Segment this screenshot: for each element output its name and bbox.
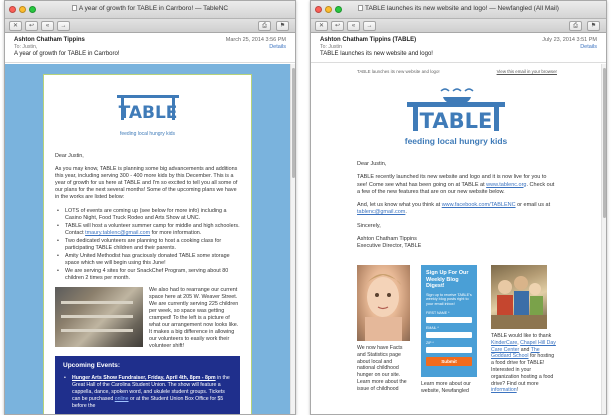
sender-name: Ashton Chatham Tippins xyxy=(14,37,85,43)
zip-label: ZIP * xyxy=(426,340,434,345)
paragraph-website xyxy=(357,174,557,196)
zip-field[interactable] xyxy=(426,347,472,353)
details-link[interactable]: Details xyxy=(580,44,597,50)
greeting: Dear Justin, xyxy=(55,153,84,159)
forward-icon[interactable]: → xyxy=(57,21,70,31)
reply-all-icon[interactable]: « xyxy=(41,21,54,31)
print-icon[interactable]: ⎙ xyxy=(569,21,582,31)
window-titlebar[interactable] xyxy=(311,1,606,19)
message-header xyxy=(5,33,295,63)
logo-wordmark: TABLE xyxy=(419,109,493,132)
event-text: in the Great Hall of the Carolina Student Union. The show will feature a cappella, dance, spoken word, and ukulele student groups. Tickets can be purchased xyxy=(72,375,230,403)
signup-column xyxy=(421,265,477,395)
list-item-text: TABLE will host a volunteer summer camp for middle and high schoolers. Contact xyxy=(65,222,240,236)
submit-button[interactable]: Submit xyxy=(426,357,472,366)
signature-name: Ashton Chatham Tippins xyxy=(357,236,417,243)
greeting: Dear Justin, xyxy=(357,161,387,167)
recipient-line: To: Justin, xyxy=(14,44,38,50)
signature-title: Executive Director, TABLE xyxy=(357,243,422,250)
paragraph-text: or email us at xyxy=(515,202,551,209)
facts-text: We now have Facts and Statistics page about local and national childhood hunger on our site. Learn more about the issue of childhood xyxy=(357,345,407,392)
goddard-school-link[interactable]: The Goddard School xyxy=(491,346,540,360)
email-field[interactable] xyxy=(426,332,472,338)
signup-title: Sign Up For Our Weekly Blog Digest! xyxy=(426,270,469,289)
list-item: • Two dedicated volunteers are planning to host a cooking class for participating TABLE children and their parents. xyxy=(55,238,240,252)
paragraph-text: . xyxy=(405,209,407,216)
forward-icon[interactable]: → xyxy=(363,21,376,31)
message-header xyxy=(311,33,606,63)
window-titlebar[interactable] xyxy=(5,1,295,19)
events-title: Upcoming Events: xyxy=(63,362,121,370)
message-toolbar xyxy=(5,19,295,33)
message-subject: A year of growth for TABLE in Carrboro! xyxy=(14,51,120,57)
text: ! xyxy=(516,387,519,394)
doc-icon xyxy=(358,5,363,11)
message-date: July 23, 2014 3:51 PM xyxy=(542,37,597,43)
first-name-field[interactable] xyxy=(426,317,472,323)
flag-icon[interactable]: ⚑ xyxy=(587,21,600,31)
recipient-line: To: Justin xyxy=(320,44,342,50)
reply-icon[interactable]: ↩ xyxy=(331,21,344,31)
flag-icon[interactable]: ⚑ xyxy=(276,21,289,31)
signup-description: Sign up to receive TABLE's weekly blog posts right to your email inbox! xyxy=(426,292,472,307)
email-link[interactable]: tablenc@gmail.com xyxy=(357,209,406,216)
intro-paragraph: As you may know, TABLE is planning some big advancements and additions this year, including serving 300 - 400 more kids by this December. This is a year of growth for us here at TABLE and I'm so excited to tell you all some of our plans for the next several months! Some of the upcoming plans we have in the works are listed below: xyxy=(55,166,238,201)
event-item xyxy=(63,375,232,410)
scroll-thumb[interactable] xyxy=(292,68,295,178)
message-subject: TABLE launches its new website and logo! xyxy=(320,51,433,57)
food-drive-photo xyxy=(491,265,547,329)
paragraph-text: . Check out a few of the new features that are on our new website below. xyxy=(357,181,555,195)
feature-columns xyxy=(357,265,557,414)
message-toolbar xyxy=(311,19,606,33)
facebook-link[interactable]: www.facebook.com/TABLENC xyxy=(441,202,516,209)
more-information-link[interactable]: information xyxy=(491,387,517,394)
paragraph-text: TABLE recently launched its new website and logo and it is now live for you to see! Come see what has been going on at TABLE at xyxy=(357,174,547,188)
logo-tagline: feeding local hungry kids xyxy=(119,131,176,137)
list-item: • LOTS of events are coming up (see below for more info) including a Casino Night, Food Truck Rodeo and Arts Show at UNC. xyxy=(55,208,240,222)
paragraph-text: And, let us know what you think at xyxy=(357,202,442,209)
scrollbar[interactable] xyxy=(290,64,295,414)
event-text-tail: or at the Student Union Box Office for $5 before the xyxy=(72,396,224,410)
food-drive-column xyxy=(491,265,557,394)
kindercare-link[interactable]: KinderCare xyxy=(491,339,518,346)
paragraph-feedback xyxy=(357,202,557,217)
scrollbar[interactable] xyxy=(601,64,606,414)
doc-icon xyxy=(72,5,77,11)
logo-wordmark: TABLE xyxy=(118,103,177,123)
scroll-thumb[interactable] xyxy=(603,68,606,218)
message-body xyxy=(5,64,290,414)
chapel-hill-day-care-link[interactable]: Chapel Hill Day Care Center xyxy=(491,339,556,353)
table-logo xyxy=(55,88,240,137)
reply-icon[interactable]: ↩ xyxy=(25,21,38,31)
list-item-text: for more information. xyxy=(150,229,202,236)
text: for hosting a food drive for TABLE! Interested in your organization hosting a food drive? Find out more xyxy=(491,353,555,387)
website-link[interactable]: www.tablenc.org xyxy=(486,181,527,188)
first-name-label: FIRST NAME * xyxy=(426,310,450,315)
website-info-text: Learn more about our website, Newfangled xyxy=(421,381,471,394)
preheader-text: TABLE launches its new website and logo! xyxy=(357,69,440,74)
table-logo-graphic xyxy=(115,88,181,128)
reply-all-icon[interactable]: « xyxy=(347,21,360,31)
facts-column xyxy=(357,265,410,393)
list-item: • We are serving 4 sites for our SnackChef Program, serving about 80 children 2 times per month. xyxy=(55,268,240,282)
print-icon[interactable]: ⎙ xyxy=(258,21,271,31)
sender-name: Ashton Chatham Tippins (TABLE) xyxy=(320,37,417,43)
sign-off: Sincerely, xyxy=(357,222,381,229)
view-in-browser-link[interactable]: View this email in your browser xyxy=(496,69,557,74)
storage-paragraph: We also had to rearrange our current space here at 205 W. Weaver Street. We are currently serving 225 children per week, so space was getting cramped! To the left is a picture of what our arrangement now looks like. It makes a big difference in allowing our volunteers to easily work their volunteer shift! xyxy=(149,286,239,350)
list-item: • Amity United Methodist has graciously donated TABLE some storage space which we will begin using this June! xyxy=(55,253,240,267)
table-logo-graphic xyxy=(401,86,511,132)
online-link[interactable]: online xyxy=(114,396,129,403)
upcoming-events-box xyxy=(55,356,240,414)
email-label: EMAIL * xyxy=(426,325,439,330)
mail-window-left xyxy=(4,0,296,415)
window-title: A year of growth for TABLE in Carrboro! — TableNC xyxy=(78,5,229,12)
table-logo xyxy=(311,86,601,146)
food-drive-text xyxy=(491,333,557,394)
text: TABLE would like to thank xyxy=(491,333,552,339)
email-link[interactable]: tmaury.tablenc@gmail.com xyxy=(85,229,151,236)
list-item xyxy=(55,223,240,237)
logo-tagline: feeding local hungry kids xyxy=(404,136,508,146)
child-photo xyxy=(357,265,410,341)
details-link[interactable]: Details xyxy=(269,44,286,50)
window-title: TABLE launches its new website and logo! — Newfangled (All Mail) xyxy=(365,5,559,12)
delete-icon[interactable]: ✕ xyxy=(315,21,328,31)
storage-room-photo xyxy=(55,287,143,347)
message-body xyxy=(311,64,601,414)
email-preheader xyxy=(357,69,557,74)
event-title-link[interactable]: Hunger Arts Show Fundraiser, Friday, April 4th, 8pm - 8pm xyxy=(72,375,216,382)
newsletter-card xyxy=(43,74,252,414)
text: , xyxy=(517,339,521,346)
text: and xyxy=(519,346,531,353)
blog-signup-form xyxy=(421,265,477,377)
message-date: March 25, 2014 3:56 PM xyxy=(225,37,286,43)
delete-icon[interactable]: ✕ xyxy=(9,21,22,31)
mail-window-right xyxy=(310,0,607,415)
